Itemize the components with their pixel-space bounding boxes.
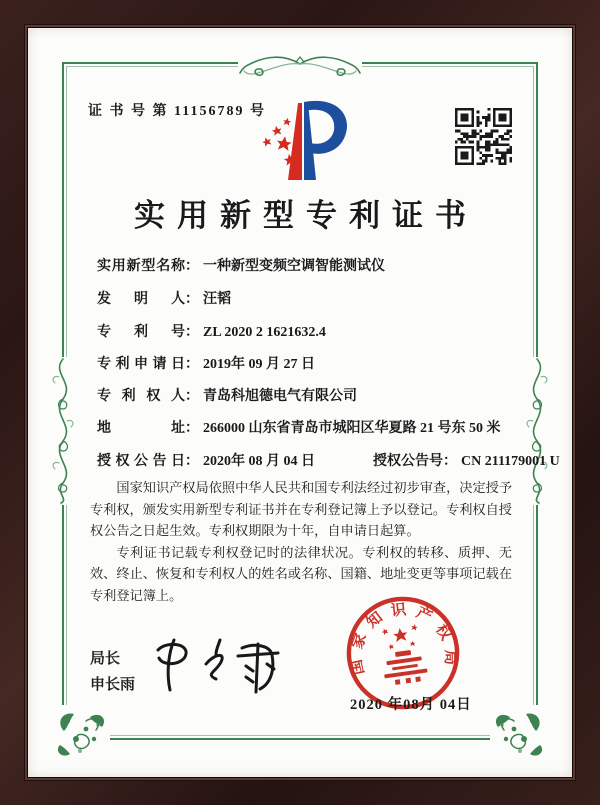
colon: ： [443,454,457,469]
left-middle-flourish-ornament [47,357,79,505]
grant-number-value: CN 211179001 U [461,454,560,469]
certificate-title: 实用新型专利证书 [134,198,478,233]
field-row-inventor [97,288,515,308]
seal-ring-text: 国家知识产权局 [347,601,459,677]
field-value: 汪韬 [203,292,231,307]
right-middle-flourish-ornament [521,357,553,505]
field-row-patent-number [97,321,515,341]
field-label: 专利号 [97,325,185,340]
field-row-address [97,417,515,437]
grant-number-label: 授权公告号 [373,454,443,469]
officer-signature [150,634,318,696]
field-value: 一种新型变频空调智能测试仪 [203,259,385,274]
field-label: 专利权人 [97,389,185,404]
field-label: 授权公告日 [97,454,185,469]
field-label: 实用新型名称 [97,259,185,274]
colon: ： [185,357,199,372]
legal-paragraph-2: 专利证书记载专利权登记时的法律状况。专利权的转移、质押、无效、终止、恢复和专利权人的姓名或名称、国籍、地址变更等事项记载在专利登记簿上。 [90,544,512,603]
top-center-flourish-ornament [238,49,362,79]
field-row-filing-date [97,353,515,373]
field-row-grant-date [97,450,560,470]
qr-code [455,108,512,165]
field-label: 发明人 [97,292,185,307]
colon: ： [185,421,199,436]
colon: ： [185,325,199,340]
field-value: ZL 2020 2 1621632.4 [203,325,326,340]
field-row-name [97,255,515,275]
cnipa-logo-icon [243,94,359,186]
bottom-right-floral-ornament [490,705,548,759]
field-value: 2019年 09 月 27 日 [203,357,315,372]
legal-paragraph-1: 国家知识产权局依照中华人民共和国专利法经过初步审查，决定授予专利权，颁发实用新型专利证书并在专利登记簿上予以登记。专利权自授权公告之日起生效。专利权期限为十年，自申请日起算。 [90,480,513,539]
national-emblem-icon [378,622,429,686]
certificate-number: 证 书 号 第 11156789 号 [88,104,266,119]
bottom-left-floral-ornament [52,705,110,759]
field-row-patentee [97,385,515,405]
field-label: 地址 [97,421,185,436]
colon: ： [185,292,199,307]
field-label: 专利申请日 [97,357,185,372]
field-value: 266000 山东省青岛市城阳区华夏路 21 号东 50 米 [203,421,501,436]
officer-role: 局长 [90,650,121,667]
field-value: 青岛科旭德电气有限公司 [203,389,357,404]
colon: ： [185,389,199,404]
field-value: 2020年 08 月 04 日 [203,454,315,469]
officer-block [90,646,135,698]
officer-name: 申长雨 [90,676,136,693]
colon: ： [185,454,199,469]
colon: ： [185,259,199,274]
seal-date: 2020 年08月 04日 [350,697,472,713]
